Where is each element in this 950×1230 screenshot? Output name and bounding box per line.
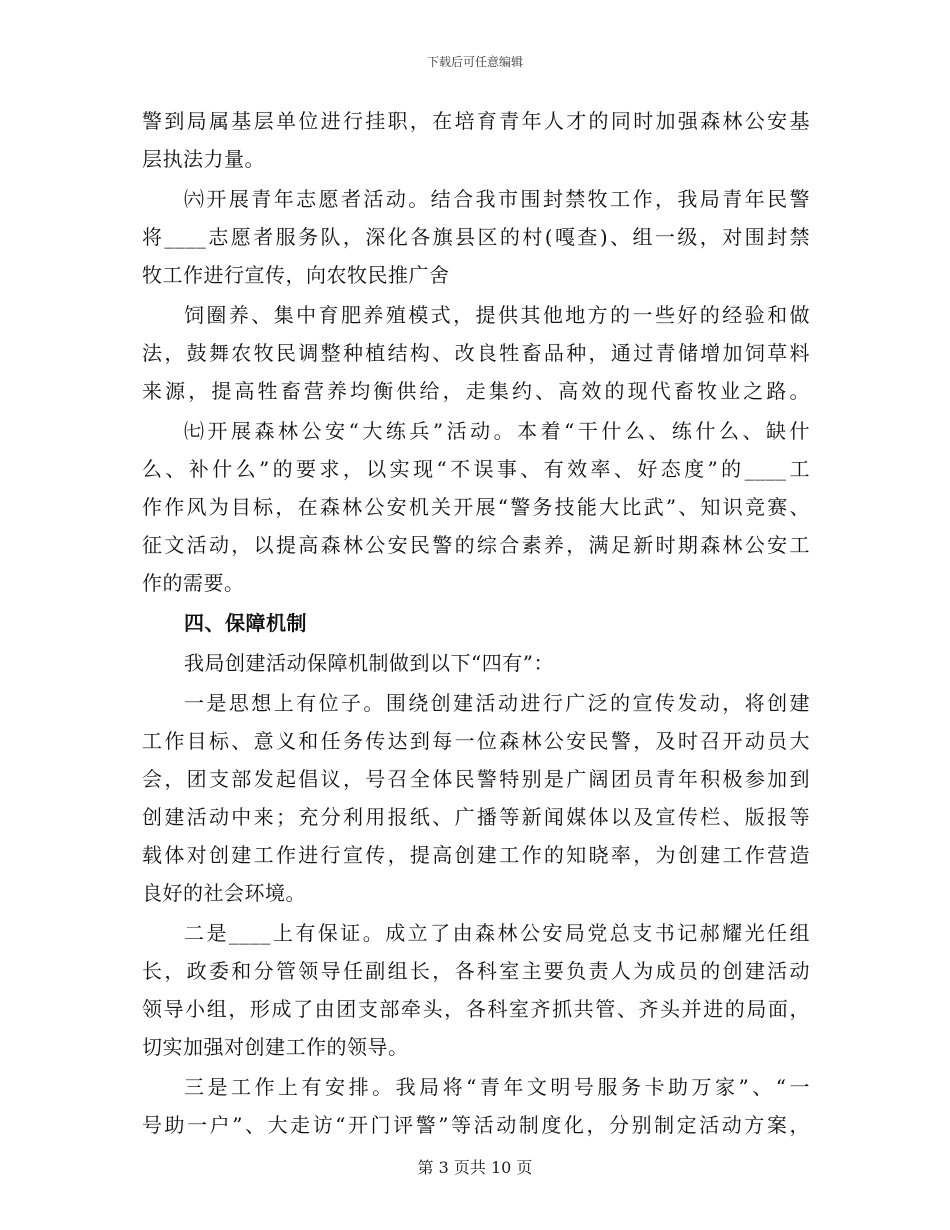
body-line: 饲圈养、集中育肥养殖模式，提供其他地方的一些好的经验和做 bbox=[184, 303, 810, 327]
body-line: 一是思想上有位子。围绕创建活动进行广泛的宣传发动，将创建 bbox=[184, 691, 810, 715]
page-header: 下载后可任意编辑 bbox=[426, 55, 523, 69]
body-line: ㈥开展青年志愿者活动。结合我市围封禁牧工作，我局青年民警 bbox=[184, 187, 810, 211]
body-line: 载体对创建工作进行宣传，提高创建工作的知晓率，为创建工作营造 bbox=[142, 843, 810, 867]
body-line: 法，鼓舞农牧民调整种植结构、改良牲畜品种，通过青储增加饲草料 bbox=[142, 341, 810, 365]
body-line: 工作目标、意义和任务传达到每一位森林公安民警，及时召开动员大 bbox=[142, 729, 810, 753]
document-body bbox=[142, 102, 810, 1144]
body-line: 三是工作上有安排。我局将“青年文明号服务卡助万家”、“一 bbox=[184, 1075, 810, 1099]
body-line: 将____志愿者服务队，深化各旗县区的村(嘎查)、组一级，对围封禁 bbox=[142, 225, 810, 249]
body-line: 领导小组，形成了由团支部牵头，各科室齐抓共管、齐头并进的局面， bbox=[142, 997, 810, 1021]
body-line: 二是____上有保证。成立了由森林公安局党总支书记郝耀光任组 bbox=[184, 921, 810, 945]
body-line: 会，团支部发起倡议，号召全体民警特别是广阔团员青年积极参加到 bbox=[142, 767, 810, 791]
body-line: 警到局属基层单位进行挂职，在培育青年人才的同时加强森林公安基 bbox=[142, 109, 810, 133]
body-line: 切实加强对创建工作的领导。 bbox=[142, 1035, 409, 1059]
body-line: 牧工作进行宣传，向农牧民推广舍 bbox=[142, 263, 450, 287]
section-heading: 四、保障机制 bbox=[184, 611, 307, 635]
body-line: 作的需要。 bbox=[142, 571, 245, 595]
page-number: 第 3 页共 10 页 bbox=[417, 1158, 533, 1177]
body-line: 我局创建活动保障机制做到以下“四有”： bbox=[184, 651, 554, 675]
body-line: 征文活动，以提高森林公安民警的综合素养，满足新时期森林公安工 bbox=[142, 533, 810, 557]
body-line: 么、补什么”的要求，以实现“不误事、有效率、好态度”的____工 bbox=[142, 457, 810, 481]
body-line: 良好的社会环境。 bbox=[142, 881, 306, 905]
body-line: ㈦开展森林公安“大练兵”活动。本着“干什么、练什么、缺什 bbox=[184, 419, 810, 443]
body-line: 长，政委和分管领导任副组长，各科室主要负责人为成员的创建活动 bbox=[142, 959, 810, 983]
body-line: 层执法力量。 bbox=[142, 147, 265, 171]
body-line: 来源，提高牲畜营养均衡供给，走集约、高效的现代畜牧业之路。 bbox=[142, 379, 810, 403]
body-line: 作作风为目标，在森林公安机关开展“警务技能大比武”、知识竞赛、 bbox=[142, 495, 810, 519]
body-line: 创建活动中来；充分利用报纸、广播等新闻媒体以及宣传栏、版报等 bbox=[142, 805, 810, 829]
body-line: 号助一户”、大走访“开门评警”等活动制度化，分别制定活动方案， bbox=[142, 1113, 810, 1137]
